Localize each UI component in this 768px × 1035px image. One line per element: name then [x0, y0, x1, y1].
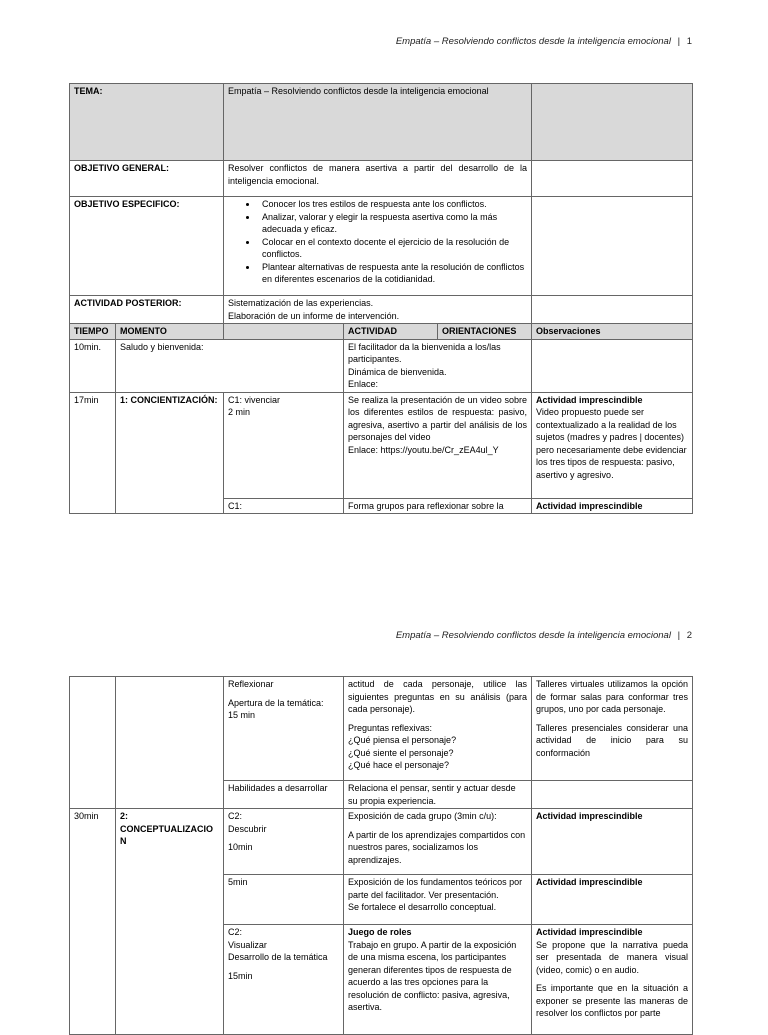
column-header-blank [224, 324, 344, 340]
session-plan-table-page-2 [69, 676, 693, 1035]
fundamentos-sub: 5min [224, 875, 344, 925]
running-title: Empatía – Resolviendo conflictos desde la inteligencia emocional [395, 36, 671, 47]
row-actividad-posterior [70, 296, 693, 324]
saludo-actividad: El facilitador da la bienvenida a los/las participantes. Dinámica de bienvenida. Enlace: [344, 339, 532, 392]
reflexionar-actividad: actitud de cada personaje, utilice las siguientes preguntas en su análisis (para cada personaje). Preguntas reflexivas: ¿Qué piensa el personaje? ¿Qué siente el personaje? ¿Qué hace el personaje? [344, 677, 532, 781]
tema-value: Empatía – Resolviendo conflictos desde la inteligencia emocional [224, 84, 532, 161]
habilidades-observaciones [532, 781, 693, 809]
fundamentos-obs: Actividad imprescindible [532, 875, 693, 925]
session-plan-table-page-1 [69, 83, 693, 514]
row-tema [70, 84, 693, 161]
row-objetivo-especifico [70, 197, 693, 296]
concientizacion-tiempo: 17min [70, 392, 116, 514]
column-header-tiempo: TIEMPO [70, 324, 116, 340]
objetivo-especifico-list [228, 198, 527, 286]
row-concientizacion [70, 392, 693, 498]
running-title: Empatía – Resolviendo conflictos desde la inteligencia emocional [395, 630, 671, 641]
row-reflexionar [70, 677, 693, 781]
conceptualizacion-obs1: Actividad imprescindible [532, 809, 693, 875]
column-header-actividad: ACTIVIDAD [344, 324, 438, 340]
objetivo-general-label: OBJETIVO GENERAL: [70, 161, 224, 197]
habilidades-actividad: Relaciona el pensar, sentir y actuar desde su propia experiencia. [344, 781, 532, 809]
reflexionar-observaciones: Talleres virtuales utilizamos la opción de formar salas para conformar tres grupos, uno por cada personaje. Talleres presenciales considerar una actividad de inicio para su conformación [532, 677, 693, 781]
page-number: 2 [686, 630, 692, 641]
juego-actividad: Juego de roles Trabajo en grupo. A partir de la exposición de una misma escena, los participantes generan diferentes tipos de respuesta de acuerdo a las tres opciones para la resolución de conflicto: pasiva, agresiva, asertiva. [344, 925, 532, 1035]
concientizacion-momento: 1: CONCIENTIZACIÓN: [116, 392, 224, 514]
actividad-posterior-value: Sistematización de las experiencias. Elaboración de un informe de intervención. [224, 296, 532, 324]
actividad-posterior-empty-cell [532, 296, 693, 324]
column-header-row [70, 324, 693, 340]
concientizacion-obs2: Actividad imprescindible [532, 498, 693, 514]
video-link[interactable]: Enlace: https://youtu.be/Cr_zEA4ul_Y [348, 444, 499, 455]
conceptualizacion-actividad1: Exposición de cada grupo (3min c/u): A partir de los aprendizajes compartidos con nuestros pares, socializamos los aprendizajes. [344, 809, 532, 875]
reflexionar-momento [116, 677, 224, 809]
column-header-momento: MOMENTO [116, 324, 224, 340]
habilidades-sub: Habilidades a desarrollar [224, 781, 344, 809]
concientizacion-sub2: C1: [224, 498, 344, 514]
row-conceptualizacion [70, 809, 693, 875]
conceptualizacion-sub1: C2: Descubrir 10min [224, 809, 344, 875]
concientizacion-actividad1: Se realiza la presentación de un video sobre los diferentes estilos de respuesta: pasivo, agresiva, asertivo a partir del análisis de los personajes del video Enlace: https://youtu.be/Cr_zEA4ul_Y [344, 392, 532, 498]
reflexionar-tiempo [70, 677, 116, 809]
juego-observaciones: Actividad imprescindible Se propone que la narrativa pueda ser presentada de manera visual (video, comic) o en audio. Es importante que en la situación a exponer se presente las maneras de resolver los conflictos por parte [532, 925, 693, 1035]
conceptualizacion-momento: 2: CONCEPTUALIZACIO N [116, 809, 224, 1035]
conceptualizacion-tiempo: 30min [70, 809, 116, 1035]
header-separator: | [677, 630, 681, 641]
concientizacion-sub1: C1: vivenciar 2 min [224, 392, 344, 498]
page-number: 1 [686, 36, 692, 47]
saludo-observaciones [532, 339, 693, 392]
saludo-momento: Saludo y bienvenida: [116, 339, 344, 392]
row-saludo [70, 339, 693, 392]
tema-empty-cell [532, 84, 693, 161]
list-item: • Plantear alternativas de respuesta ante la resolución de conflictos en diferentes escenarios de la cotidianidad. [258, 261, 527, 286]
objetivo-especifico-list-cell [224, 197, 532, 296]
running-header-page-1 [396, 36, 692, 47]
row-objetivo-general [70, 161, 693, 197]
column-header-orientaciones: ORIENTACIONES [438, 324, 532, 340]
objetivo-general-value: Resolver conflictos de manera asertiva a partir del desarrollo de la inteligencia emocional. [224, 161, 532, 197]
fundamentos-actividad: Exposición de los fundamentos teóricos por parte del facilitador. Ver presentación. Se fortalece el desarrollo conceptual. [344, 875, 532, 925]
list-item: • Colocar en el contexto docente el ejercicio de la resolución de conflictos. [258, 236, 527, 261]
concientizacion-obs1: Actividad imprescindible Video propuesto puede ser contextualizado a la realidad de los sujetos (madres y padres | docentes) pero necesariamente debe evidenciar los tres tipos de respuesta: pasivo, asertivo y agresivo. [532, 392, 693, 498]
concientizacion-actividad2: Forma grupos para reflexionar sobre la [344, 498, 532, 514]
running-header-page-2 [396, 630, 692, 641]
list-item: • Conocer los tres estilos de respuesta ante los conflictos. [258, 198, 527, 211]
header-separator: | [677, 36, 681, 47]
tema-label: TEMA: [70, 84, 224, 161]
objetivo-especifico-label: OBJETIVO ESPECIFICO: [70, 197, 224, 296]
saludo-tiempo: 10min. [70, 339, 116, 392]
reflexionar-sub: Reflexionar Apertura de la temática: 15 min [224, 677, 344, 781]
objetivo-especifico-empty-cell [532, 197, 693, 296]
objetivo-general-empty-cell [532, 161, 693, 197]
column-header-observaciones: Observaciones [532, 324, 693, 340]
list-item: • Analizar, valorar y elegir la respuesta asertiva como la más adecuada y eficaz. [258, 211, 527, 236]
juego-sub: C2: Visualizar Desarrollo de la temática 15min [224, 925, 344, 1035]
actividad-posterior-label: ACTIVIDAD POSTERIOR: [70, 296, 224, 324]
